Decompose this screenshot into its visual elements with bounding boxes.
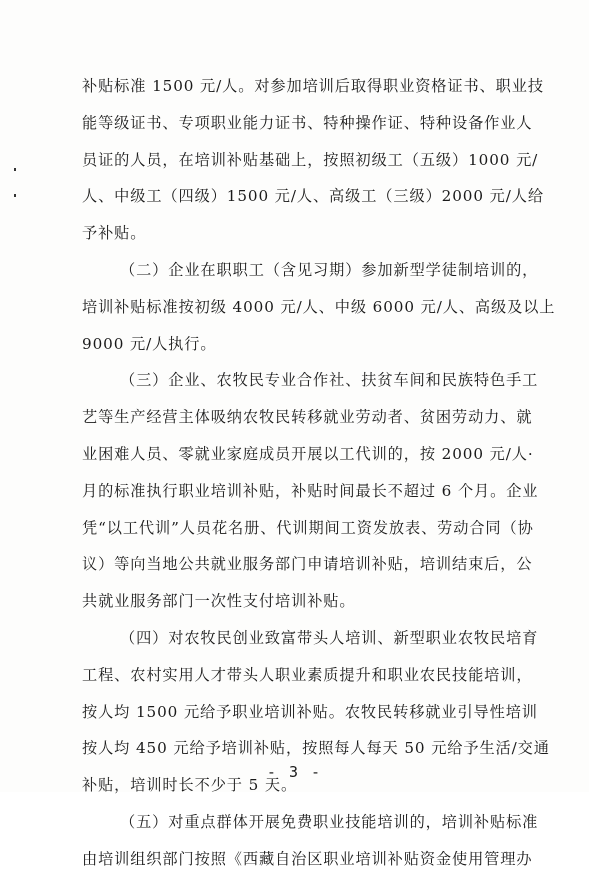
text-line: 工程、农村实用人才带头人职业素质提升和职业农民技能培训，: [82, 665, 533, 684]
text-line: 按人均 1500 元给予职业培训补贴。农牧民转移就业引导性培训: [82, 702, 538, 721]
text-line: 9000 元/人执行。: [82, 334, 217, 353]
paragraph-start-line: （三）企业、农牧民专业合作社、扶贫车间和民族特色手工: [120, 371, 539, 390]
text-line: 业困难人员、零就业家庭成员开展以工代训的，按 2000 元/人·: [82, 444, 534, 463]
text-line: 艺等生产经营主体吸纳农牧民转移就业劳动者、贫困劳动力、就: [82, 408, 533, 427]
text-line: 能等级证书、专项职业能力证书、特种操作证、特种设备作业人: [82, 113, 533, 132]
paragraph-start-line: （四）对农牧民创业致富带头人培训、新型职业农牧民培育: [120, 628, 539, 647]
text-line: 培训补贴标准按初级 4000 元/人、中级 6000 元/人、高级及以上: [82, 297, 556, 316]
text-line: 月的标准执行职业培训补贴，补贴时间最长不超过 6 个月。企业: [82, 481, 539, 500]
text-line: 议）等向当地公共就业服务部门申请培训补贴，培训结束后，公: [82, 555, 533, 574]
paragraph-start-line: （二）企业在职职工（含见习期）参加新型学徒制培训的，: [120, 260, 539, 279]
body-text: [82, 68, 556, 878]
text-line: 人、中级工（四级）1500 元/人、高级工（三级）2000 元/人给: [82, 187, 544, 206]
text-line: 按人均 450 元给予培训补贴，按照每人每天 50 元给予生活/交通: [82, 739, 550, 758]
page-number: - 3 -: [266, 763, 323, 781]
margin-mark: [14, 168, 16, 171]
text-line: 共就业服务部门一次性支付培训补贴。: [82, 592, 356, 611]
text-line: 凭“以工代训”人员花名册、代训期间工资发放表、劳动合同（协: [82, 518, 534, 537]
margin-mark: [14, 194, 16, 197]
text-line: 补贴标准 1500 元/人。对参加培训后取得职业资格证书、职业技: [82, 77, 544, 95]
paragraph-start-line: （五）对重点群体开展免费职业技能培训的，培训补贴标准: [120, 812, 539, 831]
text-line: 员证的人员，在培训补贴基础上，按照初级工（五级）1000 元/: [82, 150, 539, 169]
text-line: 由培训组织部门按照《西藏自治区职业培训补贴资金使用管理办: [82, 849, 533, 868]
text-line: 补贴，培训时长不少于 5 天。: [82, 776, 298, 795]
text-line: 予补贴。: [82, 224, 147, 243]
